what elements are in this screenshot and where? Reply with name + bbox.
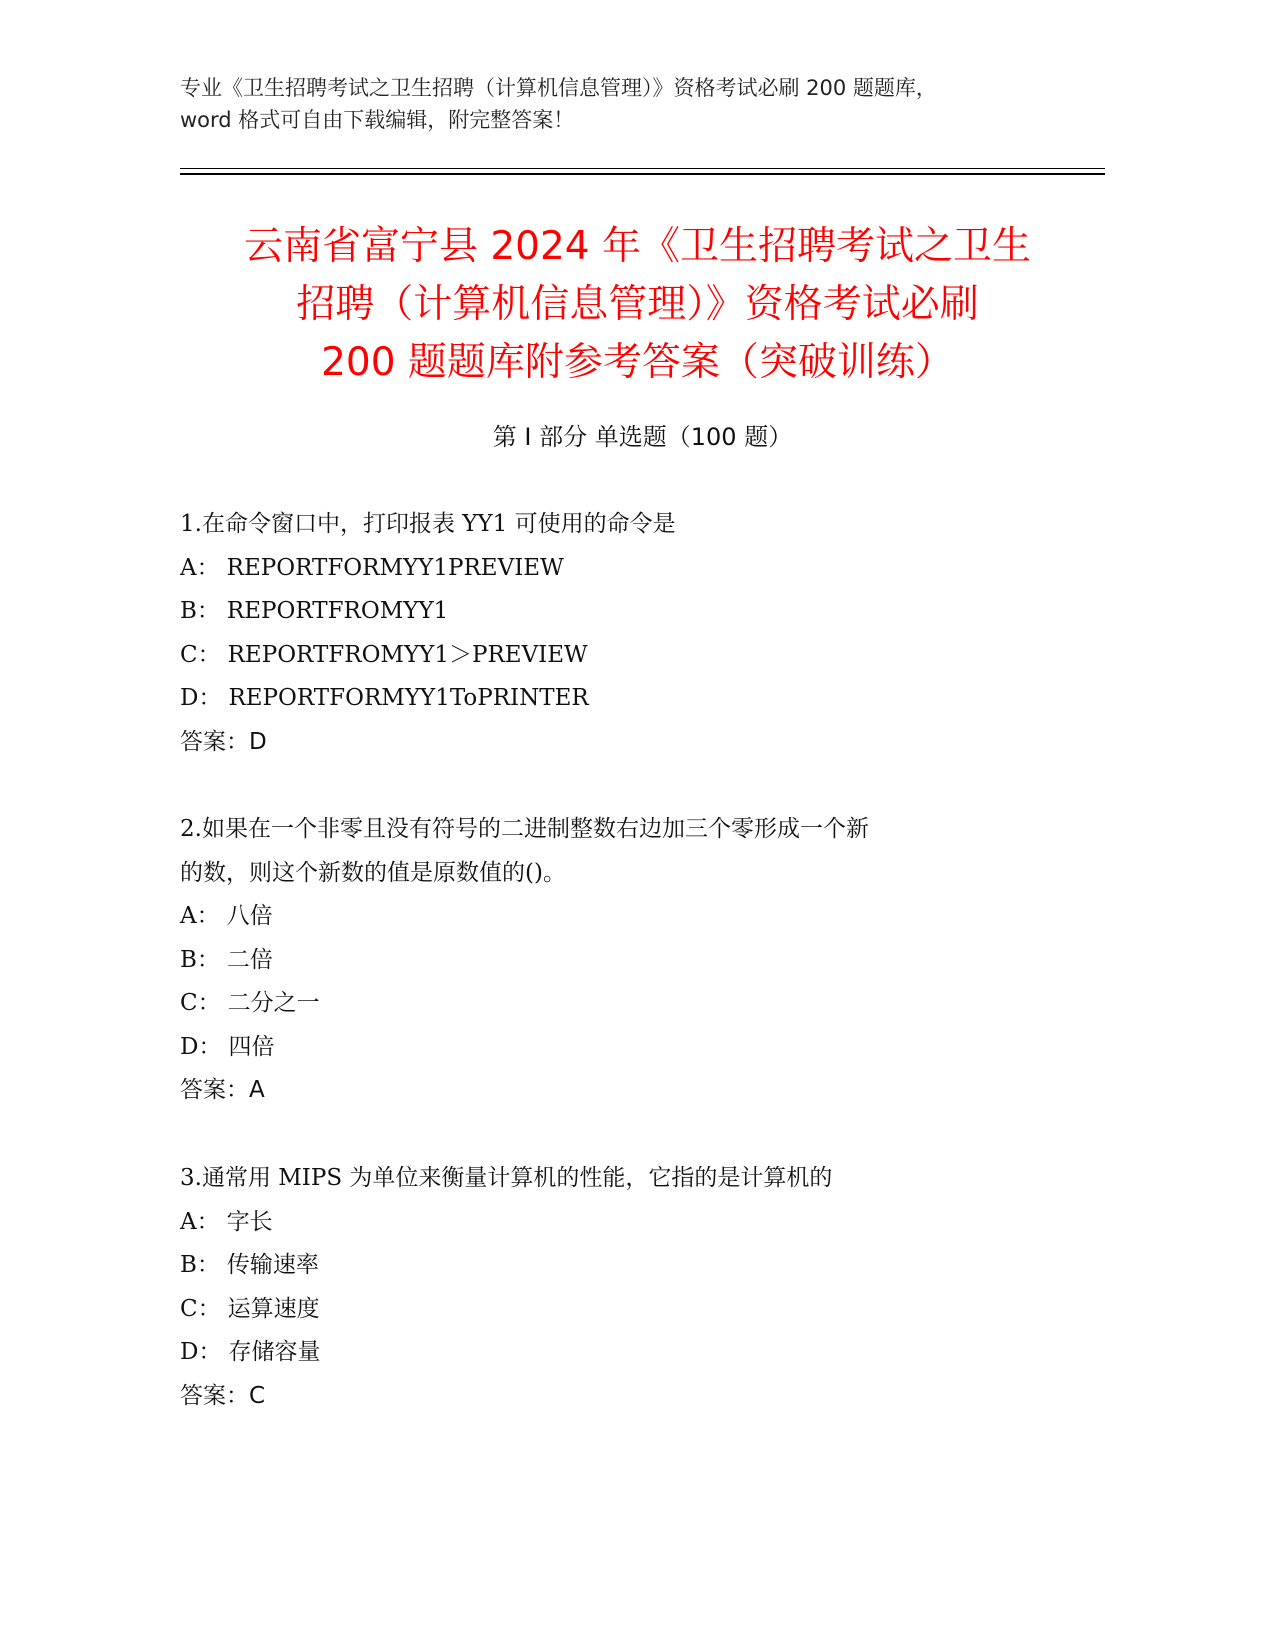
option-text: 八倍 (226, 903, 273, 929)
header-divider-thin (180, 168, 1105, 169)
option-d (180, 1026, 1110, 1070)
option-a (180, 895, 1110, 939)
answer-line: 答案：A (180, 1077, 265, 1103)
option-letter: C (180, 641, 198, 668)
option-separator: ： (198, 685, 222, 711)
option-b (180, 590, 1110, 634)
option-separator: ： (197, 990, 221, 1016)
option-letter: B (180, 946, 197, 973)
option-letter: A (180, 1208, 197, 1235)
option-letter: B (180, 1252, 197, 1278)
header-note-line-2: word 格式可自由下载编辑，附完整答案！ (180, 108, 575, 132)
option-separator: ： (198, 1339, 222, 1365)
option-d (180, 677, 1110, 721)
option-text: REPORTFORMYY1PREVIEW (226, 554, 564, 581)
option-d (180, 1331, 1110, 1375)
header-note (180, 72, 1110, 136)
option-text: 字长 (226, 1208, 273, 1235)
option-letter: D (180, 1339, 199, 1365)
question-stem-line-1: 2.如果在一个非零且没有符号的二进制整数右边加三个零形成一个新 (180, 816, 869, 842)
option-letter: B (180, 598, 197, 624)
option-letter: D (180, 1033, 199, 1060)
option-c (180, 1288, 1110, 1332)
answer-line: 答案：C (180, 1382, 266, 1409)
option-a (180, 1201, 1110, 1245)
option-separator: ： (196, 1208, 220, 1235)
document-title-line-3: 200 题题库附参考答案（突破训练） (321, 340, 954, 385)
option-text: 存储容量 (228, 1339, 321, 1365)
option-text: REPORTFROMYY1＞PREVIEW (227, 641, 588, 668)
question-2 (180, 808, 1110, 1113)
option-letter: C (180, 1295, 198, 1322)
option-separator: ： (198, 1033, 222, 1060)
option-separator: ： (196, 946, 220, 973)
answer-line: 答案：D (180, 728, 267, 755)
option-text: REPORTFROMYY1 (226, 598, 449, 624)
document-title-line-2: 招聘（计算机信息管理）》资格考试必刷 (296, 282, 979, 327)
option-b (180, 939, 1110, 983)
option-text: REPORTFORMYY1ToPRINTER (228, 685, 589, 711)
option-text: 二倍 (226, 946, 273, 973)
question-stem-line-2: 的数，则这个新数的值是原数值的()。 (180, 859, 566, 886)
header-divider-thick (180, 173, 1105, 175)
section-heading: 第 I 部分 单选题（100 题） (492, 423, 793, 451)
option-letter: A (180, 554, 197, 581)
option-separator: ： (197, 1295, 221, 1322)
option-text: 四倍 (228, 1033, 275, 1060)
option-text: 运算速度 (227, 1295, 320, 1322)
option-letter: A (180, 903, 197, 929)
option-text: 二分之一 (227, 990, 320, 1016)
option-separator: ： (196, 903, 220, 929)
option-c (180, 634, 1110, 678)
question-stem: 1.在命令窗口中，打印报表 YY1 可使用的命令是 (180, 511, 676, 537)
option-separator: ： (196, 1252, 220, 1278)
document-title (140, 218, 1135, 392)
option-b (180, 1244, 1110, 1288)
question-stem: 3.通常用 MIPS 为单位来衡量计算机的性能，它指的是计算机的 (180, 1165, 833, 1191)
option-letter: D (180, 685, 199, 711)
option-separator: ： (196, 598, 220, 624)
header-note-line-1: 专业《卫生招聘考试之卫生招聘（计算机信息管理）》资格考试必刷 200 题题库， (180, 76, 937, 100)
option-text: 传输速率 (226, 1252, 319, 1278)
option-c (180, 982, 1110, 1026)
option-separator: ： (196, 554, 220, 581)
document-title-line-1: 云南省富宁县 2024 年《卫生招聘考试之卫生 (243, 224, 1032, 269)
question-3 (180, 1157, 1110, 1418)
option-letter: C (180, 990, 198, 1016)
option-a (180, 547, 1110, 591)
option-separator: ： (197, 641, 221, 668)
question-1 (180, 503, 1110, 764)
